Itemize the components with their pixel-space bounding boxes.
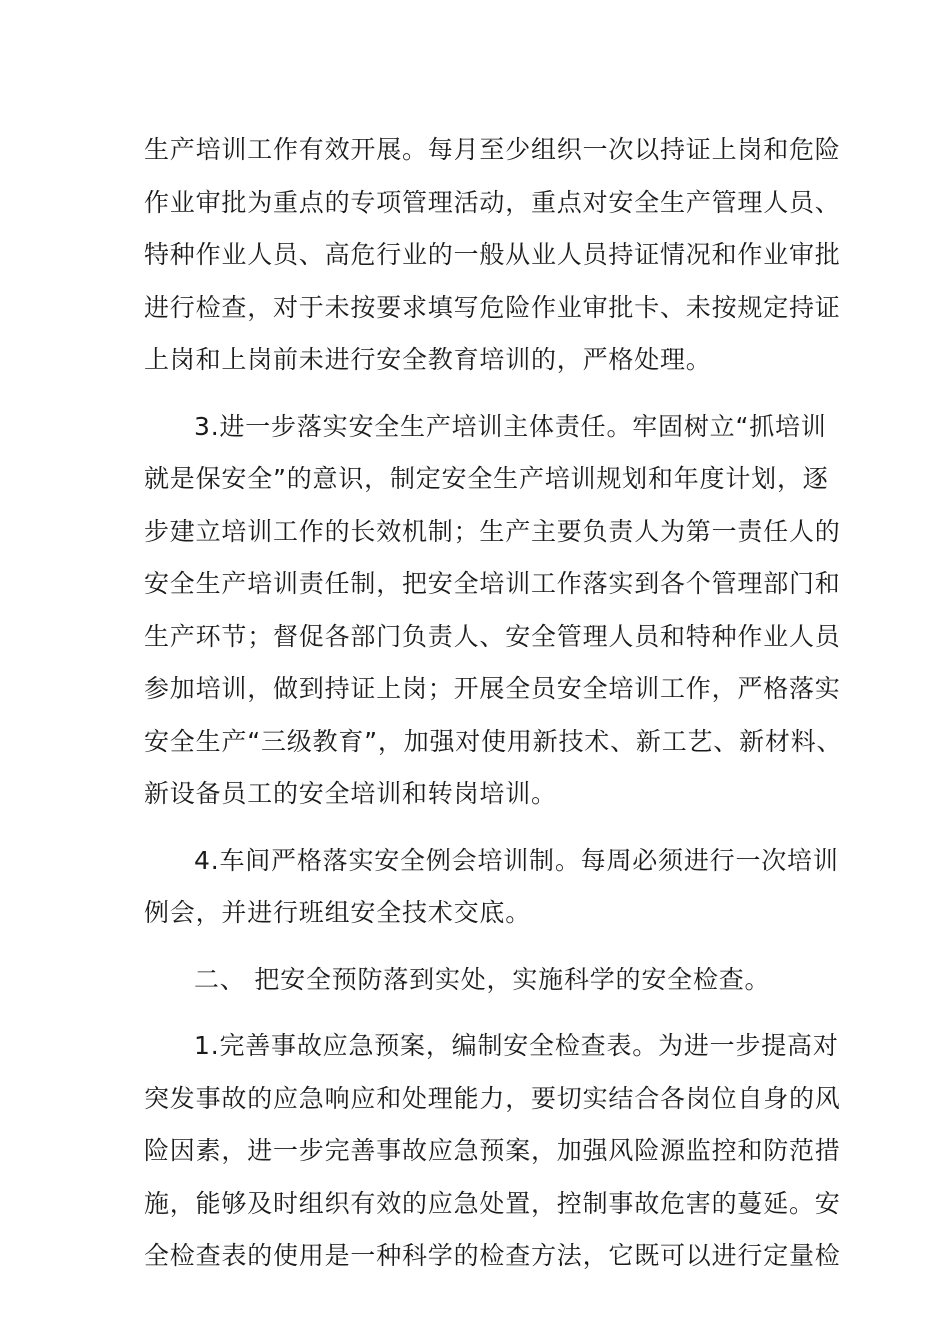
paragraph-item-3: [144, 401, 843, 821]
text-line: 1.完善事故应急预案，编制安全检查表。为进一步提高对: [194, 1031, 839, 1060]
paragraph-training-inspection: [144, 124, 841, 387]
text-line: 二、 把安全预防落到实处，实施科学的安全检查。: [194, 964, 771, 994]
text-line: 上岗和上岗前未进行安全教育培训的，严格处理。: [144, 345, 712, 374]
text-line: 全检查表的使用是一种科学的检查方法，它既可以进行定量检: [144, 1241, 841, 1270]
text-line: 参加培训，做到持证上岗；开展全员安全培训工作，严格落实: [144, 674, 841, 703]
text-line: 生产培训工作有效开展。每月至少组织一次以持证上岗和危险: [144, 135, 841, 164]
text-line: 作业审批为重点的专项管理活动，重点对安全生产管理人员、: [144, 187, 841, 217]
text-line: 安全生产“三级教育”，加强对使用新技术、新工艺、新材料、: [144, 726, 843, 756]
paragraph-item-4: [144, 835, 839, 940]
text-line: 突发事故的应急响应和处理能力，要切实结合各岗位自身的风: [144, 1083, 841, 1113]
text-line: 步建立培训工作的长效机制；生产主要负责人为第一责任人的: [144, 516, 841, 546]
text-line: 施，能够及时组织有效的应急处置，控制事故危害的蔓延。安: [144, 1188, 841, 1218]
text-line: 险因素，进一步完善事故应急预案，加强风险源监控和防范措: [144, 1136, 841, 1165]
text-line: 新设备员工的安全培训和转岗培训。: [144, 779, 557, 808]
text-line: 特种作业人员、高危行业的一般从业人员持证情况和作业审批: [144, 240, 841, 269]
section-heading-two: [144, 954, 806, 1007]
text-line: 4.车间严格落实安全例会培训制。每周必须进行一次培训: [194, 845, 839, 875]
paragraph-item-1: [144, 1020, 841, 1283]
text-line: 例会，并进行班组安全技术交底。: [144, 898, 532, 927]
text-line: 就是保安全”的意识，制定安全生产培训规划和年度计划，逐: [144, 464, 829, 493]
text-line: 安全生产培训责任制，把安全培训工作落实到各个管理部门和: [144, 569, 841, 598]
text-line: 生产环节；督促各部门负责人、安全管理人员和特种作业人员: [144, 621, 841, 651]
text-line: 3.进一步落实安全生产培训主体责任。牢固树立“抓培训: [194, 411, 827, 441]
text-line: 进行检查，对于未按要求填写危险作业审批卡、未按规定持证: [144, 292, 841, 322]
document-body: [144, 124, 843, 1283]
